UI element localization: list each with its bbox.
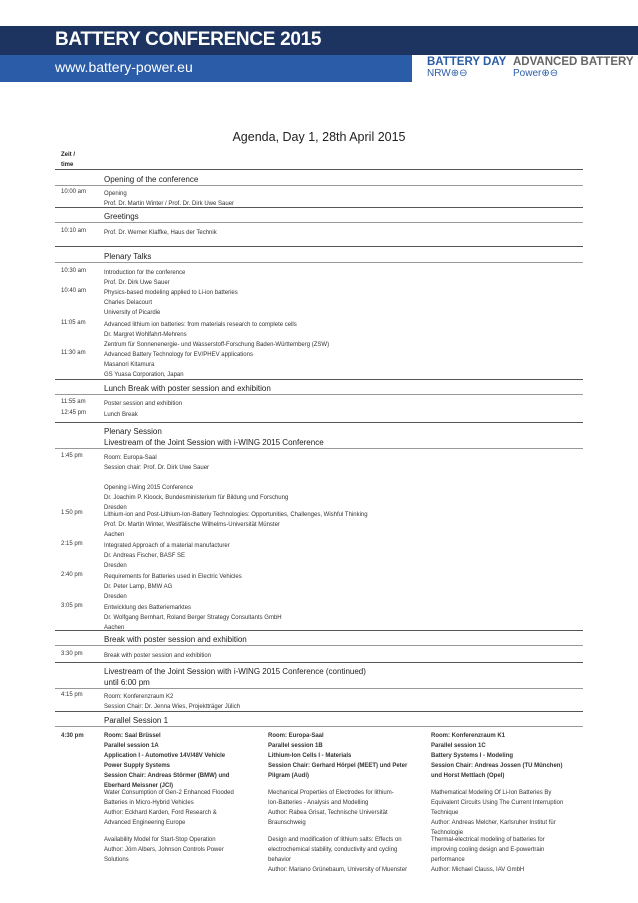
item-line: Break with poster session and exhibition xyxy=(104,653,212,659)
column-line: Pilgram (Audi) xyxy=(268,773,310,779)
column-line: Braunschweig xyxy=(268,820,306,826)
item-line: Prof. Dr. Dirk Uwe Sauer xyxy=(104,280,170,286)
item-line: Dresden xyxy=(104,594,127,600)
column-line: Author: Jörn Albers, Johnson Controls Power xyxy=(104,847,224,853)
item-time: 10:10 am xyxy=(61,228,87,234)
page-header xyxy=(0,0,638,82)
column-line: Mathematical Modeling Of Li-Ion Batteries By xyxy=(431,790,552,796)
item-description xyxy=(104,350,253,380)
column-line: Room: Konferenzraum K1 xyxy=(431,733,506,739)
item-description xyxy=(104,228,217,238)
item-description xyxy=(104,651,211,661)
column-line: Solutions xyxy=(104,857,129,863)
column-line: Ion-Batteries - Analysis and Modelling xyxy=(268,800,369,806)
column-line: Thermal-electrical modeling of batteries for xyxy=(431,837,545,843)
item-description xyxy=(104,692,240,712)
item-time: 12:45 pm xyxy=(61,410,87,416)
item-time: 3:05 pm xyxy=(61,603,83,609)
section-title: Greetings xyxy=(104,212,139,221)
item-line: Room: Europa-Saal xyxy=(104,455,157,461)
column-line: Advanced Engineering Europe xyxy=(104,820,186,826)
item-line: Aachen xyxy=(104,532,125,538)
parallel-talk xyxy=(104,788,259,828)
column-line: Application I - Automotive 14V/48V Vehicle xyxy=(104,753,226,759)
section-title: Break with poster session and exhibition xyxy=(104,635,247,644)
item-description xyxy=(104,288,238,318)
logos xyxy=(412,55,638,82)
column-line: Session Chair: Andreas Störmer (BMW) und xyxy=(104,773,230,779)
item-time: 3:30 pm xyxy=(61,651,83,657)
item-line: Opening i-Wing 2015 Conference xyxy=(104,485,194,491)
section-title: Parallel Session 1 xyxy=(104,716,169,725)
column-line: Water Consumption of Gen-2 Enhanced Flooded xyxy=(104,790,234,796)
column-line: Batteries in Micro-Hybrid Vehicles xyxy=(104,800,194,806)
column-line: Session Chair: Andreas Jossen (TU München) xyxy=(431,763,563,769)
item-line: Masanori Kitamura xyxy=(104,362,155,368)
parallel-time: 4:30 pm xyxy=(61,733,84,739)
column-line: Room: Saal Brüssel xyxy=(104,733,161,739)
item-line: Aachen xyxy=(104,625,125,631)
time-column-header: Zeit / time xyxy=(61,152,76,168)
column-line: Equivalent Circuits Using The Current Interruption xyxy=(431,800,564,806)
item-time: 10:40 am xyxy=(61,288,87,294)
item-line: Integrated Approach of a material manufacturer xyxy=(104,543,230,549)
item-time: 1:45 pm xyxy=(61,453,83,459)
item-time: 2:40 pm xyxy=(61,572,83,578)
agenda-title: Agenda, Day 1, 28th April 2015 xyxy=(232,130,406,144)
parallel-session-head xyxy=(268,731,423,781)
parallel-talk xyxy=(268,835,423,875)
section-title: Lunch Break with poster session and exhibition xyxy=(104,384,271,393)
conference-title: BATTERY CONFERENCE 2015 xyxy=(55,29,322,50)
website-url[interactable]: www.battery-power.eu xyxy=(55,59,193,75)
column-line: Parallel session 1A xyxy=(104,743,159,749)
item-description xyxy=(104,268,185,288)
item-description xyxy=(104,572,242,602)
column-line: performance xyxy=(431,857,465,863)
column-line: Design and modification of lithium salts: Effects on xyxy=(268,837,402,843)
item-time: 11:05 am xyxy=(61,320,86,326)
item-description xyxy=(104,189,234,209)
column-line: improving cooling design and E-powertrain xyxy=(431,847,545,853)
item-line: Charles Delacourt xyxy=(104,300,153,306)
item-description xyxy=(104,603,282,633)
column-line: Technique xyxy=(431,810,459,816)
column-line: Availability Model for Start-Stop Operation xyxy=(104,837,216,843)
item-line: Room: Konferenzraum K2 xyxy=(104,694,174,700)
item-line: Dresden xyxy=(104,505,127,511)
item-line: Requirements for Batteries used in Electric Vehicles xyxy=(104,574,242,580)
item-time: 4:15 pm xyxy=(61,692,83,698)
column-line: Author: Andreas Melcher, Karlsruher Institut für xyxy=(431,820,556,826)
parallel-talk xyxy=(431,835,586,875)
column-line: Author: Michael Clauss, IAV GmbH xyxy=(431,867,525,873)
column-line: behavior xyxy=(268,857,292,863)
item-description xyxy=(104,541,230,571)
column-line: Session Chair: Gerhard Hörpel (MEET) und Peter xyxy=(268,763,408,769)
item-line: University of Picardie xyxy=(104,310,161,316)
item-line: Opening xyxy=(104,191,127,197)
column-line: Lithium-Ion Cells I - Materials xyxy=(268,753,352,759)
item-line xyxy=(104,473,288,483)
column-line: Battery Systems I - Modeling xyxy=(431,753,514,759)
item-line: Physics-based modeling applied to Li-ion batteries xyxy=(104,290,238,296)
item-line: Dr. Margret Wohlfahrt-Mehrens xyxy=(104,332,187,338)
item-line: Dr. Wolfgang Bernhart, Roland Berger Strategy Consultants GmbH xyxy=(104,615,282,621)
item-line: Advanced lithium ion batteries: from materials research to complete cells xyxy=(104,322,297,328)
divider xyxy=(55,662,583,663)
column-line: Eberhard Meissner (JCI) xyxy=(104,783,174,789)
item-line: Prof. Dr. Martin Winter, Westfälische Wilhelms-Universität Münster xyxy=(104,522,280,528)
item-description xyxy=(104,510,368,540)
divider xyxy=(55,422,583,423)
item-line: Lunch Break xyxy=(104,412,138,418)
item-time: 1:50 pm xyxy=(61,510,83,516)
parallel-talk xyxy=(104,835,259,865)
item-line: Dr. Peter Lamp, BMW AG xyxy=(104,584,173,590)
column-line: Room: Europa-Saal xyxy=(268,733,324,739)
item-time: 10:30 am xyxy=(61,268,87,274)
item-line: Entwicklung des Batteriemarktes xyxy=(104,605,192,611)
section-title: Livestream of the Joint Session with i-WING 2015 Conference (continued) until 6:00 pm xyxy=(104,667,366,687)
item-time: 10:00 am xyxy=(61,189,87,195)
item-line: Session chair: Prof. Dr. Dirk Uwe Sauer xyxy=(104,465,210,471)
item-description xyxy=(104,320,329,350)
item-line: Dr. Andreas Fischer, BASF SE xyxy=(104,553,186,559)
item-line: Introduction for the conference xyxy=(104,270,186,276)
item-description xyxy=(104,410,138,420)
parallel-talk xyxy=(431,788,586,838)
item-line: Advanced Battery Technology for EV/PHEV applications xyxy=(104,352,253,358)
section-title: Opening of the conference xyxy=(104,175,199,184)
battery-day-logo: BATTERY DAY NRW⊕⊖ xyxy=(427,56,507,79)
item-line: Prof. Dr. Werner Klaffke, Haus der Technik xyxy=(104,230,217,236)
url-bar xyxy=(0,55,412,82)
divider xyxy=(55,169,583,170)
column-line: und Horst Mettlach (Opel) xyxy=(431,773,505,779)
title-bar xyxy=(0,26,638,55)
item-description xyxy=(104,399,182,409)
section-title: Plenary Talks xyxy=(104,252,152,261)
section-title: Plenary Session Livestream of the Joint Session with i-WING 2015 Conference xyxy=(104,427,324,447)
item-line: Prof. Dr. Martin Winter / Prof. Dr. Dirk Uwe Sauer xyxy=(104,201,235,207)
parallel-talk xyxy=(268,788,423,828)
column-line: electrochemical stability, conductivity and cycling xyxy=(268,847,398,853)
item-time: 11:55 am xyxy=(61,399,86,405)
item-time: 11:30 am xyxy=(61,350,86,356)
column-line: Author: Rabea Grisat, Technische Universität xyxy=(268,810,388,816)
item-line: Dr. Joachim P. Kloock, Bundesministerium für Bildung und Forschung xyxy=(104,495,289,501)
item-time: 2:15 pm xyxy=(61,541,83,547)
item-line: Zentrum für Sonnenenergie- und Wasserstoff-Forschung Baden-Württemberg (ZSW) xyxy=(104,342,330,348)
column-line: Technologie xyxy=(431,830,464,836)
item-line: GS Yuasa Corporation, Japan xyxy=(104,372,184,378)
item-line: Session Chair: Dr. Jenna Wies, Projektträger Jülich xyxy=(104,704,241,710)
parallel-session-head xyxy=(104,731,259,791)
column-line: Mechanical Properties of Electrodes for lithium- xyxy=(268,790,394,796)
parallel-session-head xyxy=(431,731,586,781)
item-line: Dresden xyxy=(104,563,127,569)
item-line: Lithium-ion and Post-Lithium-Ion-Battery Technologies: Opportunities, Challenges, Wishful Thinking xyxy=(104,512,368,518)
column-line: Parallel session 1B xyxy=(268,743,323,749)
divider xyxy=(55,246,583,247)
column-line: Power Supply Systems xyxy=(104,763,171,769)
column-line: Parallel session 1C xyxy=(431,743,486,749)
item-description xyxy=(104,453,288,513)
column-line: Author: Mariano Grünebaum, University of Muenster xyxy=(268,867,408,873)
column-line: Author: Eckhard Karden, Ford Research & xyxy=(104,810,217,816)
advanced-battery-logo: ADVANCED BATTERY Power⊕⊖ xyxy=(513,56,634,79)
item-line: Poster session and exhibition xyxy=(104,401,183,407)
